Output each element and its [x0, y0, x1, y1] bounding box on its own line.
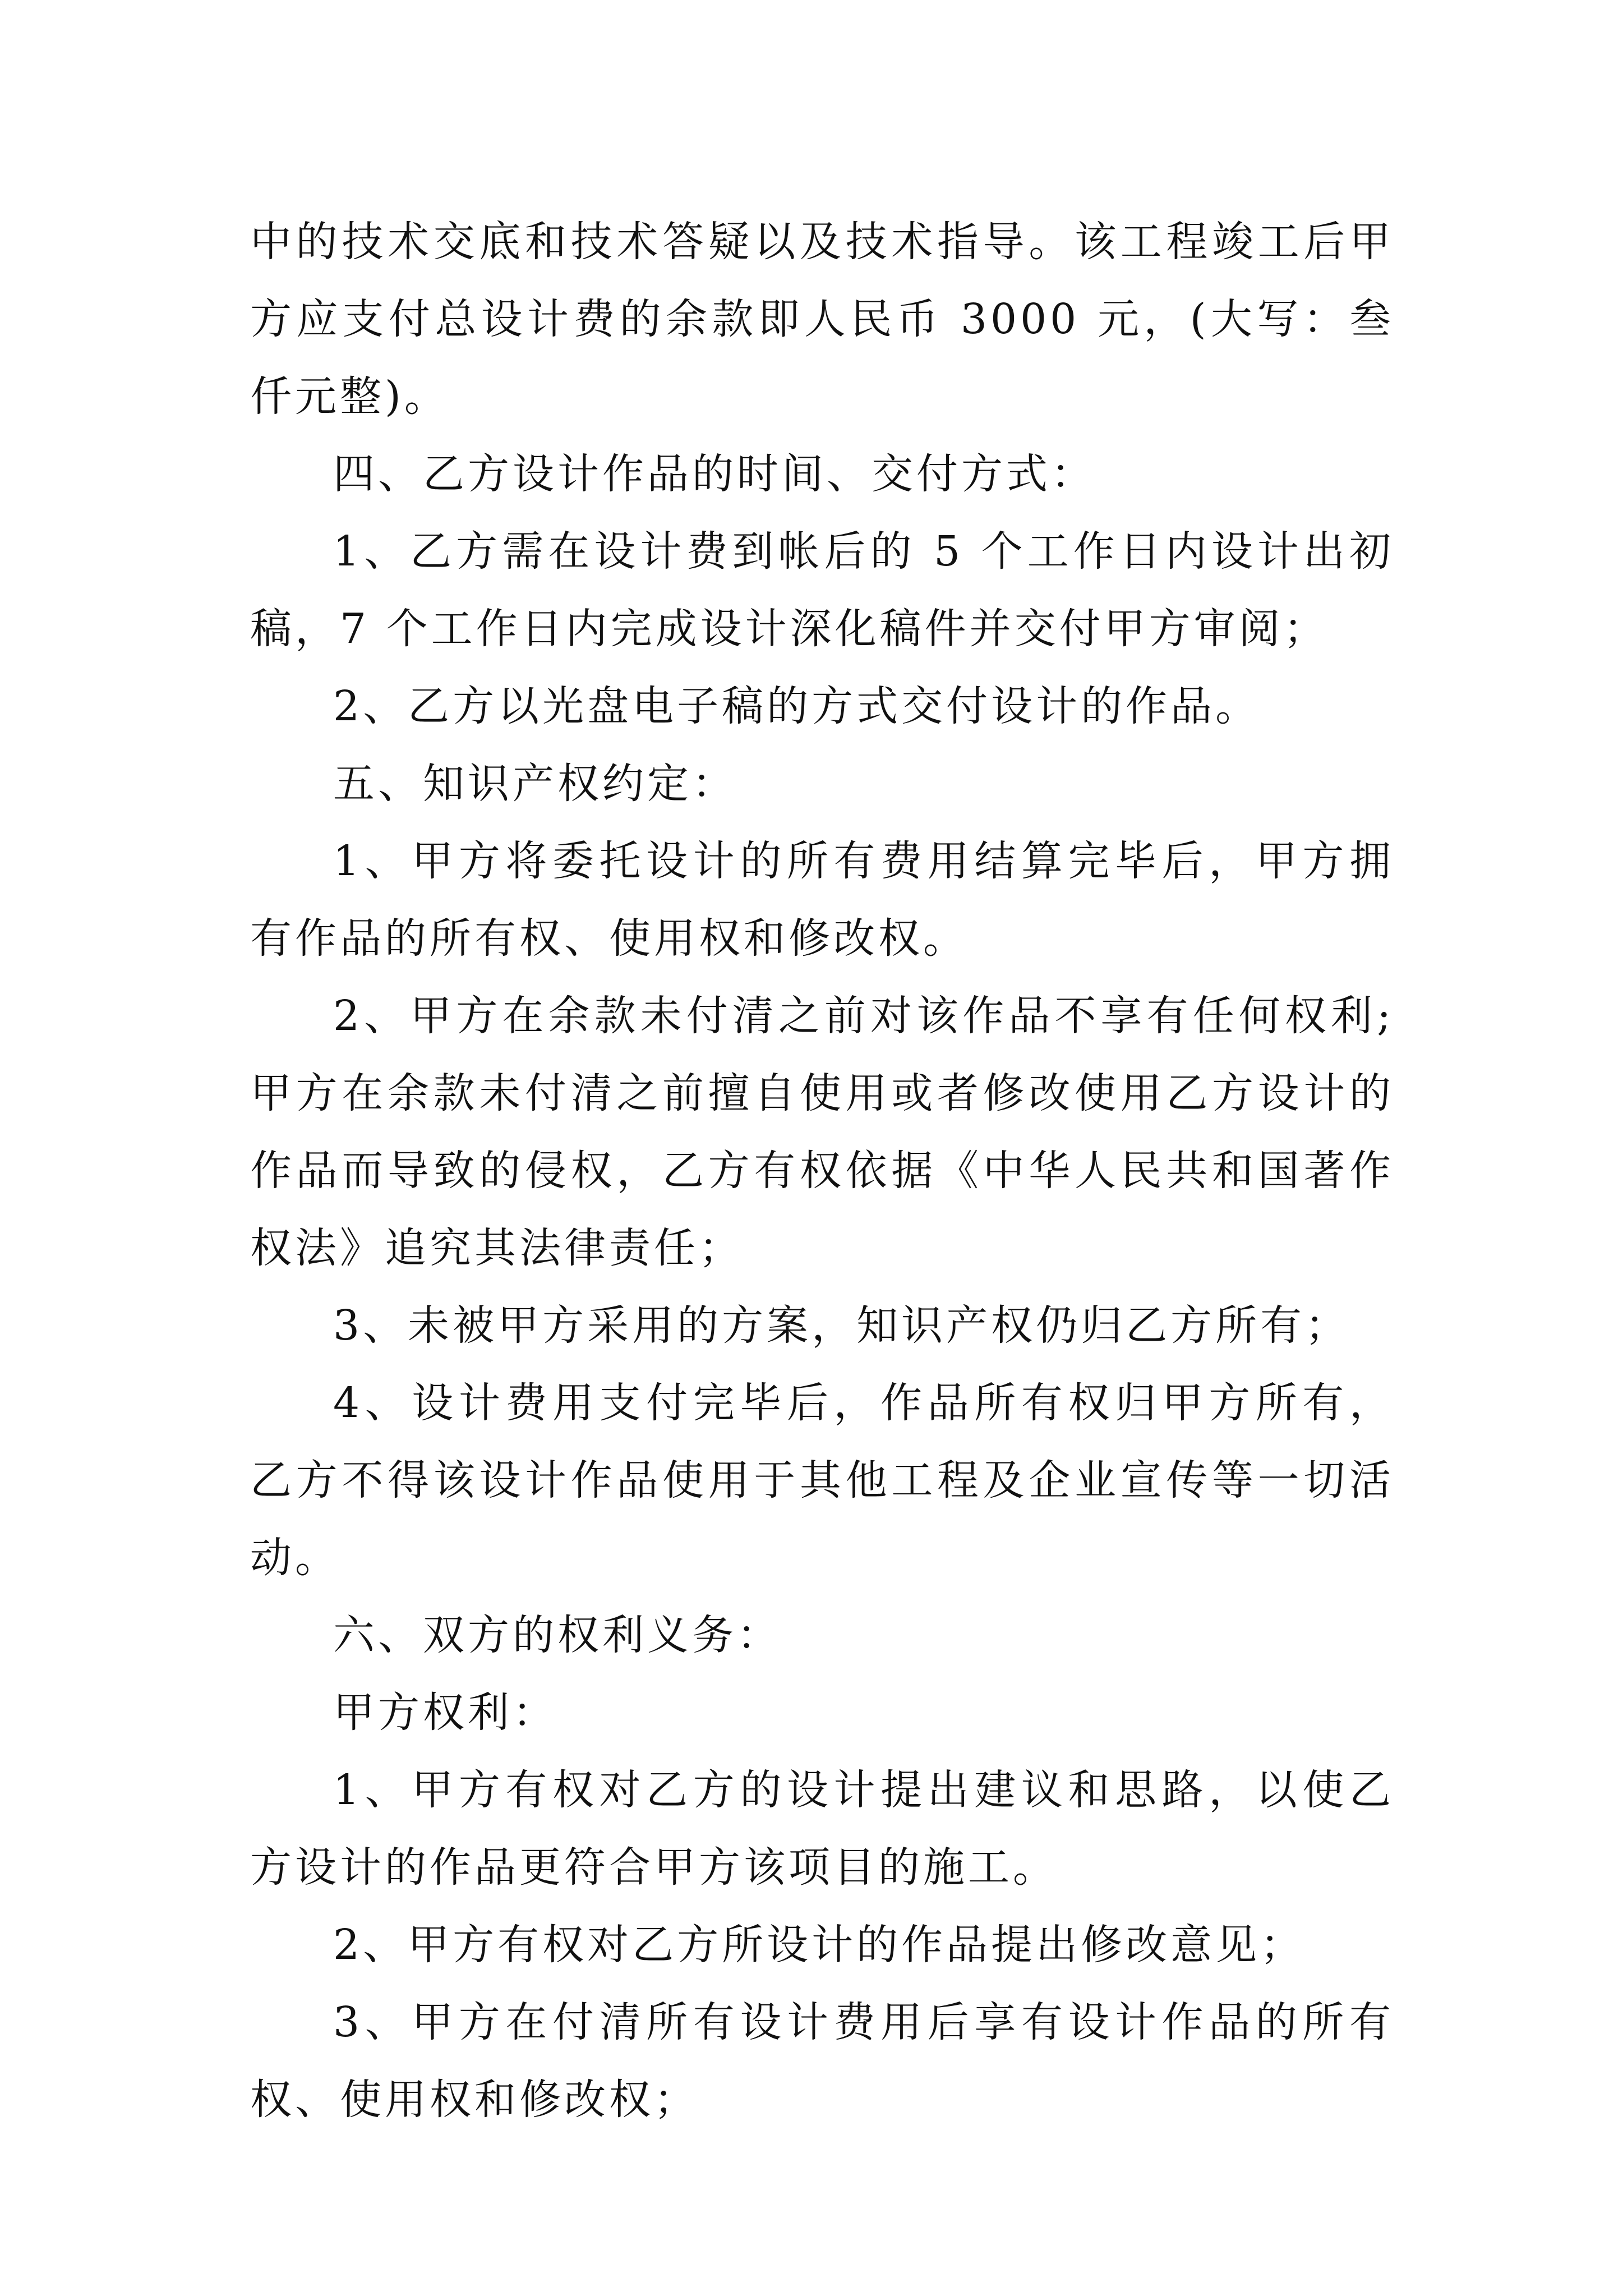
- clause-delivery-1: 1、乙方需在设计费到帐后的 5 个工作日内设计出初稿，7 个工作日内完成设计深化稿件并交付甲方审阅；: [250, 527, 1394, 653]
- clause-rights-2: 2、甲方有权对乙方所设计的作品提出修改意见；: [333, 1921, 1306, 1969]
- clause-ip-1: 1、甲方将委托设计的所有费用结算完毕后，甲方拥有作品的所有权、使用权和修改权。: [250, 837, 1394, 963]
- subheading-party-a-rights: 甲方权利：: [333, 1688, 557, 1737]
- document-body: [250, 203, 1394, 2138]
- section-heading-rights: 六、双方的权利义务：: [333, 1611, 782, 1659]
- clause-ip-2: 2、甲方在余款未付清之前对该作品不享有任何权利;甲方在余款未付清之前擅自使用或者修改使用乙方设计的作品而导致的侵权，乙方有权依据《中华人民共和国著作权法》追究其法律责任；: [250, 992, 1394, 1272]
- clause-rights-1: 1、甲方有权对乙方的设计提出建议和思路，以使乙方设计的作品更符合甲方该项目的施工。: [250, 1766, 1394, 1892]
- clause-ip-3: 3、未被甲方采用的方案，知识产权仍归乙方所有；: [333, 1301, 1350, 1350]
- section-heading-delivery: 四、乙方设计作品的时间、交付方式：: [333, 450, 1096, 498]
- clause-rights-3: 3、甲方在付清所有设计费用后享有设计作品的所有权、使用权和修改权；: [250, 1998, 1394, 2124]
- section-heading-ip: 五、知识产权约定：: [333, 760, 737, 808]
- paragraph-continuation: 中的技术交底和技术答疑以及技术指导。该工程竣工后甲方应支付总设计费的余款即人民币 3000 元，(大写：叁仟元整)。: [250, 218, 1394, 421]
- clause-delivery-2: 2、乙方以光盘电子稿的方式交付设计的作品。: [333, 682, 1261, 730]
- clause-ip-4: 4、设计费用支付完毕后，作品所有权归甲方所有，乙方不得该设计作品使用于其他工程及企业宣传等一切活动。: [250, 1379, 1394, 1582]
